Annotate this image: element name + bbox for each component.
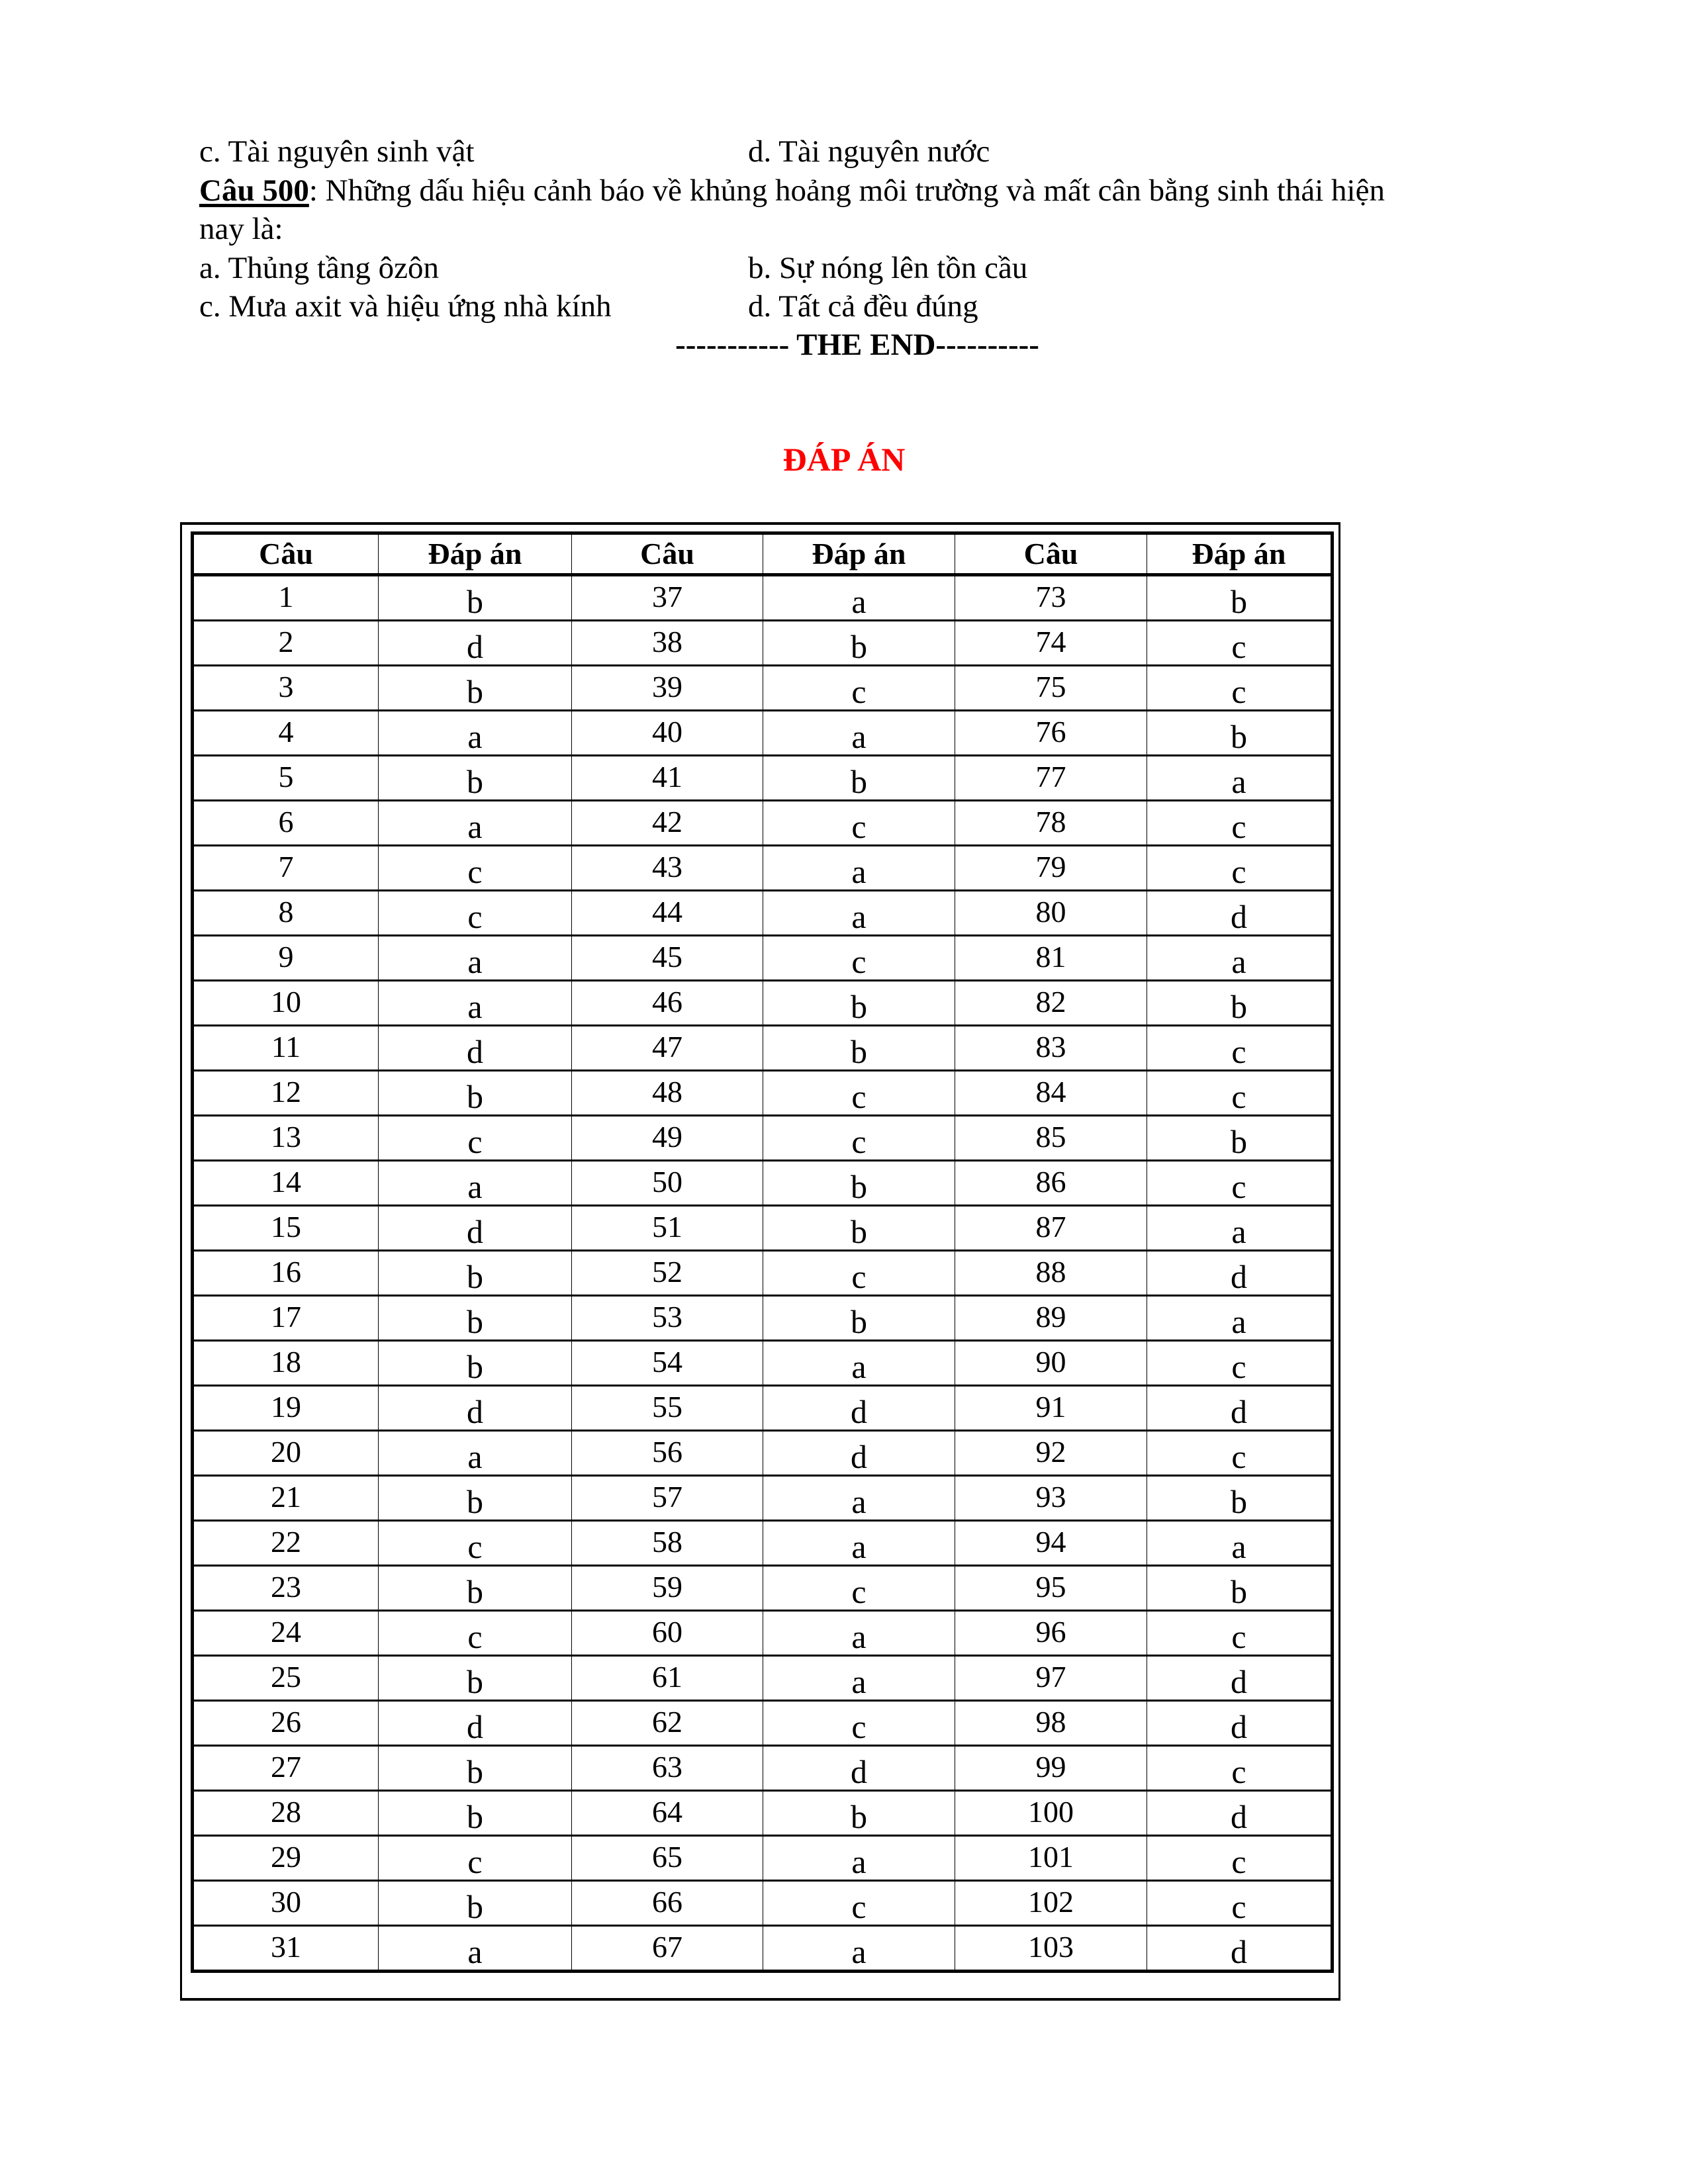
question-number-cell: 102 (955, 1881, 1147, 1926)
question-number-cell: 20 (193, 1431, 379, 1476)
answer-cell: c (379, 1611, 572, 1656)
question-number-cell: 100 (955, 1791, 1147, 1836)
answer-cell: d (763, 1746, 955, 1791)
answer-cell: c (763, 801, 955, 846)
question-number-cell: 45 (572, 936, 763, 981)
answer-cell: b (763, 1296, 955, 1341)
question-text-continued: nay là: (199, 212, 283, 246)
table-row (193, 1656, 1333, 1701)
answer-cell: c (1147, 1836, 1333, 1881)
answer-cell: a (763, 1836, 955, 1881)
question-number-cell: 77 (955, 756, 1147, 801)
answer-cell: c (1147, 1431, 1333, 1476)
question-number-cell: 27 (193, 1746, 379, 1791)
question-number-cell: 98 (955, 1701, 1147, 1746)
question-number-cell: 12 (193, 1071, 379, 1116)
options-row-ab (199, 249, 1028, 287)
question-number-cell: 17 (193, 1296, 379, 1341)
answer-cell: c (763, 1071, 955, 1116)
question-number-cell: 41 (572, 756, 763, 801)
question-number-cell: 46 (572, 981, 763, 1026)
answer-cell: b (1147, 981, 1333, 1026)
question-number-cell: 10 (193, 981, 379, 1026)
answer-cell: d (379, 1386, 572, 1431)
answer-cell: c (1147, 1341, 1333, 1386)
table-row (193, 1161, 1333, 1206)
answer-cell: d (1147, 1251, 1333, 1296)
question-number-cell: 48 (572, 1071, 763, 1116)
question-number-cell: 93 (955, 1476, 1147, 1521)
answer-cell: a (379, 801, 572, 846)
answer-cell: c (763, 1251, 955, 1296)
question-number-cell: 15 (193, 1206, 379, 1251)
answer-cell: a (1147, 1521, 1333, 1566)
answer-cell: c (379, 1521, 572, 1566)
question-number-cell: 56 (572, 1431, 763, 1476)
option-b: b. Sự nóng lên tồn cầu (748, 251, 1028, 285)
table-row (193, 1386, 1333, 1431)
table-row (193, 666, 1333, 711)
answer-cell: d (1147, 1386, 1333, 1431)
table-row (193, 1566, 1333, 1611)
question-number-cell: 58 (572, 1521, 763, 1566)
answer-cell: c (1147, 666, 1333, 711)
table-body (193, 575, 1333, 1972)
answer-cell: b (379, 756, 572, 801)
question-label: Câu 500 (199, 173, 309, 208)
question-500 (199, 171, 1385, 210)
prev-option-d: d. Tài nguyên nước (748, 134, 990, 169)
answer-cell: b (1147, 1116, 1333, 1161)
question-number-cell: 63 (572, 1746, 763, 1791)
question-number-cell: 3 (193, 666, 379, 711)
question-number-cell: 87 (955, 1206, 1147, 1251)
question-text: : Những dấu hiệu cảnh báo về khủng hoảng môi trường và mất cân bằng sinh thái hiện (308, 173, 1385, 208)
answer-cell: b (379, 1071, 572, 1116)
answer-cell: c (379, 846, 572, 891)
answer-cell: a (763, 1926, 955, 1972)
answer-cell: b (379, 1341, 572, 1386)
answer-cell: c (763, 1701, 955, 1746)
answer-cell: a (763, 1656, 955, 1701)
table-row (193, 1521, 1333, 1566)
question-number-cell: 74 (955, 621, 1147, 666)
question-number-cell: 95 (955, 1566, 1147, 1611)
question-number-cell: 101 (955, 1836, 1147, 1881)
answer-cell: a (763, 1521, 955, 1566)
answer-cell: a (1147, 936, 1333, 981)
table-row (193, 1431, 1333, 1476)
answer-cell: a (763, 846, 955, 891)
end-marker: ----------- THE END---------- (675, 328, 1039, 362)
table-row (193, 575, 1333, 621)
answer-cell: d (763, 1431, 955, 1476)
table-row (193, 1476, 1333, 1521)
table-row (193, 1071, 1333, 1116)
answer-cell: c (379, 891, 572, 936)
question-number-cell: 61 (572, 1656, 763, 1701)
answer-cell: d (1147, 891, 1333, 936)
table-row (193, 1926, 1333, 1972)
question-number-cell: 50 (572, 1161, 763, 1206)
question-number-cell: 86 (955, 1161, 1147, 1206)
answer-cell: d (1147, 1656, 1333, 1701)
question-number-cell: 37 (572, 575, 763, 621)
question-number-cell: 25 (193, 1656, 379, 1701)
answer-cell: a (763, 575, 955, 621)
table-row (193, 891, 1333, 936)
table-row (193, 1701, 1333, 1746)
question-number-cell: 29 (193, 1836, 379, 1881)
answer-cell: d (1147, 1791, 1333, 1836)
answer-cell: b (379, 1656, 572, 1701)
header-answer: Đáp án (1147, 533, 1333, 575)
question-number-cell: 62 (572, 1701, 763, 1746)
answer-cell: a (763, 1341, 955, 1386)
answer-cell: a (1147, 1206, 1333, 1251)
question-number-cell: 85 (955, 1116, 1147, 1161)
table-row (193, 801, 1333, 846)
question-number-cell: 43 (572, 846, 763, 891)
answer-cell: d (763, 1386, 955, 1431)
question-number-cell: 64 (572, 1791, 763, 1836)
question-number-cell: 59 (572, 1566, 763, 1611)
question-number-cell: 8 (193, 891, 379, 936)
question-number-cell: 38 (572, 621, 763, 666)
question-number-cell: 6 (193, 801, 379, 846)
header-answer: Đáp án (763, 533, 955, 575)
question-number-cell: 83 (955, 1026, 1147, 1071)
table-row (193, 1116, 1333, 1161)
option-a: a. Thủng tầng ôzôn (199, 251, 440, 285)
question-number-cell: 52 (572, 1251, 763, 1296)
answer-cell: d (379, 1701, 572, 1746)
answer-cell: c (763, 936, 955, 981)
answer-cell: c (379, 1116, 572, 1161)
prev-option-c: c. Tài nguyên sinh vật (199, 134, 475, 169)
answer-cell: b (379, 1296, 572, 1341)
question-number-cell: 1 (193, 575, 379, 621)
question-number-cell: 5 (193, 756, 379, 801)
question-number-cell: 81 (955, 936, 1147, 981)
question-number-cell: 76 (955, 711, 1147, 756)
question-number-cell: 16 (193, 1251, 379, 1296)
answer-cell: c (1147, 801, 1333, 846)
question-number-cell: 44 (572, 891, 763, 936)
answer-cell: c (1147, 621, 1333, 666)
question-number-cell: 60 (572, 1611, 763, 1656)
question-number-cell: 96 (955, 1611, 1147, 1656)
answer-cell: a (379, 1431, 572, 1476)
question-number-cell: 66 (572, 1881, 763, 1926)
question-number-cell: 18 (193, 1341, 379, 1386)
table-row (193, 1611, 1333, 1656)
answer-cell: c (1147, 846, 1333, 891)
question-number-cell: 82 (955, 981, 1147, 1026)
question-number-cell: 2 (193, 621, 379, 666)
header-question-number: Câu (572, 533, 763, 575)
answer-cell: b (763, 756, 955, 801)
answer-cell: d (379, 1026, 572, 1071)
question-number-cell: 23 (193, 1566, 379, 1611)
question-number-cell: 42 (572, 801, 763, 846)
answer-cell: b (379, 1476, 572, 1521)
options-row-cd (199, 287, 978, 326)
question-number-cell: 94 (955, 1521, 1147, 1566)
answer-cell: b (379, 1746, 572, 1791)
answer-cell: c (1147, 1881, 1333, 1926)
question-number-cell: 22 (193, 1521, 379, 1566)
answer-cell: d (1147, 1701, 1333, 1746)
question-number-cell: 31 (193, 1926, 379, 1972)
question-number-cell: 89 (955, 1296, 1147, 1341)
answer-cell: b (1147, 1566, 1333, 1611)
question-number-cell: 21 (193, 1476, 379, 1521)
table-row (193, 936, 1333, 981)
answer-cell: a (763, 891, 955, 936)
answer-cell: c (379, 1836, 572, 1881)
answer-cell: b (379, 1566, 572, 1611)
question-number-cell: 92 (955, 1431, 1147, 1476)
answer-cell: a (763, 1476, 955, 1521)
question-number-cell: 84 (955, 1071, 1147, 1116)
question-number-cell: 26 (193, 1701, 379, 1746)
option-d: d. Tất cả đều đúng (748, 289, 978, 324)
question-number-cell: 80 (955, 891, 1147, 936)
header-question-number: Câu (955, 533, 1147, 575)
answer-cell: c (1147, 1611, 1333, 1656)
question-number-cell: 9 (193, 936, 379, 981)
answer-key-title: ĐÁP ÁN (782, 441, 906, 478)
answer-cell: c (1147, 1161, 1333, 1206)
answer-cell: b (379, 1881, 572, 1926)
answer-cell: c (763, 666, 955, 711)
question-number-cell: 73 (955, 575, 1147, 621)
answer-cell: b (1147, 575, 1333, 621)
question-number-cell: 55 (572, 1386, 763, 1431)
question-number-cell: 11 (193, 1026, 379, 1071)
answer-cell: a (379, 981, 572, 1026)
table-row (193, 1341, 1333, 1386)
answer-cell: c (1147, 1026, 1333, 1071)
question-number-cell: 19 (193, 1386, 379, 1431)
answer-cell: c (763, 1881, 955, 1926)
table-row (193, 756, 1333, 801)
answer-cell: c (1147, 1746, 1333, 1791)
question-number-cell: 99 (955, 1746, 1147, 1791)
answer-cell: a (379, 1161, 572, 1206)
question-number-cell: 40 (572, 711, 763, 756)
question-number-cell: 30 (193, 1881, 379, 1926)
answer-cell: d (379, 621, 572, 666)
answer-table (191, 531, 1334, 1973)
question-number-cell: 78 (955, 801, 1147, 846)
question-number-cell: 65 (572, 1836, 763, 1881)
answer-cell: b (379, 666, 572, 711)
answer-cell: c (763, 1566, 955, 1611)
answer-cell: b (763, 1206, 955, 1251)
answer-cell: b (379, 575, 572, 621)
answer-cell: b (763, 1791, 955, 1836)
question-number-cell: 79 (955, 846, 1147, 891)
answer-cell: b (763, 1161, 955, 1206)
question-number-cell: 14 (193, 1161, 379, 1206)
header-answer: Đáp án (379, 533, 572, 575)
table-row (193, 981, 1333, 1026)
question-number-cell: 91 (955, 1386, 1147, 1431)
table-row (193, 1296, 1333, 1341)
table-row (193, 846, 1333, 891)
answer-cell: c (1147, 1071, 1333, 1116)
answer-cell: b (763, 621, 955, 666)
answer-cell: b (1147, 711, 1333, 756)
answer-cell: b (1147, 1476, 1333, 1521)
table-row (193, 1791, 1333, 1836)
prev-options-row (199, 132, 990, 171)
answer-cell: d (1147, 1926, 1333, 1972)
table-row (193, 711, 1333, 756)
table-row (193, 1026, 1333, 1071)
answer-cell: a (379, 936, 572, 981)
question-number-cell: 90 (955, 1341, 1147, 1386)
question-number-cell: 7 (193, 846, 379, 891)
question-number-cell: 103 (955, 1926, 1147, 1972)
table-row (193, 1251, 1333, 1296)
question-number-cell: 54 (572, 1341, 763, 1386)
header-question-number: Câu (193, 533, 379, 575)
question-number-cell: 97 (955, 1656, 1147, 1701)
question-number-cell: 57 (572, 1476, 763, 1521)
table-row (193, 1746, 1333, 1791)
question-number-cell: 24 (193, 1611, 379, 1656)
answer-cell: c (763, 1116, 955, 1161)
answer-cell: a (379, 711, 572, 756)
answer-cell: b (379, 1251, 572, 1296)
answer-cell: a (763, 711, 955, 756)
question-number-cell: 13 (193, 1116, 379, 1161)
answer-cell: b (379, 1791, 572, 1836)
table-row (193, 1881, 1333, 1926)
question-number-cell: 88 (955, 1251, 1147, 1296)
option-c: c. Mưa axit và hiệu ứng nhà kính (199, 289, 612, 324)
answer-cell: d (379, 1206, 572, 1251)
table-header-row (193, 533, 1333, 575)
question-number-cell: 67 (572, 1926, 763, 1972)
question-number-cell: 51 (572, 1206, 763, 1251)
answer-cell: a (763, 1611, 955, 1656)
table-row (193, 1206, 1333, 1251)
table-row (193, 621, 1333, 666)
answer-cell: a (1147, 1296, 1333, 1341)
answer-cell: a (379, 1926, 572, 1972)
question-number-cell: 49 (572, 1116, 763, 1161)
question-number-cell: 28 (193, 1791, 379, 1836)
question-number-cell: 47 (572, 1026, 763, 1071)
answer-cell: a (1147, 756, 1333, 801)
answer-cell: b (763, 1026, 955, 1071)
table-row (193, 1836, 1333, 1881)
question-number-cell: 39 (572, 666, 763, 711)
question-number-cell: 75 (955, 666, 1147, 711)
answer-cell: b (763, 981, 955, 1026)
question-number-cell: 53 (572, 1296, 763, 1341)
question-number-cell: 4 (193, 711, 379, 756)
